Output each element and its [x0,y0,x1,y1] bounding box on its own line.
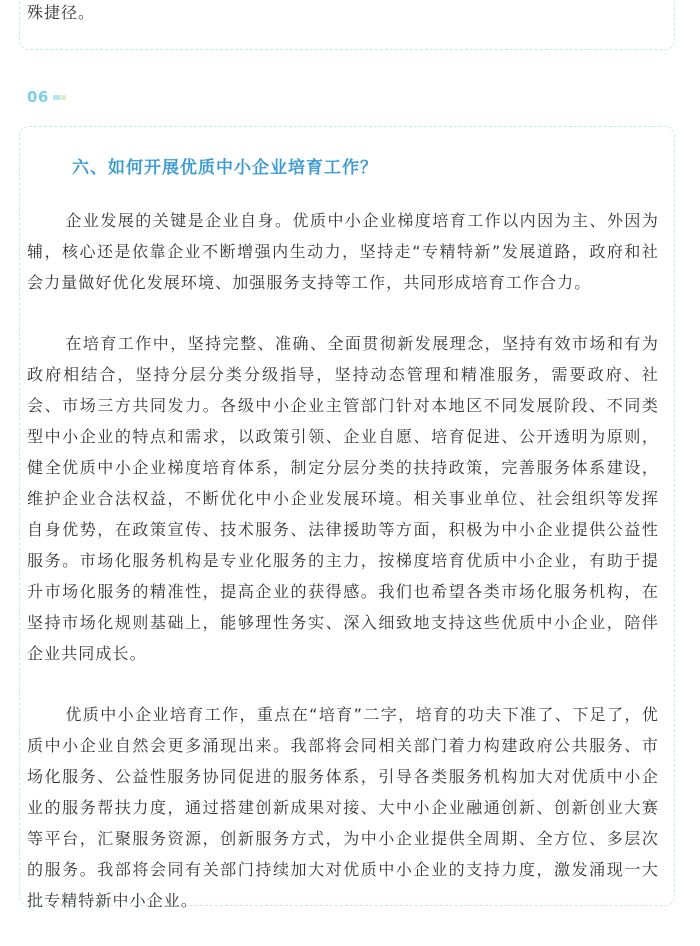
article-body [27,205,659,946]
article-paragraph-2: 在培育工作中，坚持完整、准确、全面贯彻新发展理念，坚持有效市场和有为政府相结合，坚持分层分类分级指导，坚持动态管理和精准服务，需要政府、社会、市场三方共同发力。各级中小企业主管部门针对本地区不同发展阶段、不同类型中小企业的特点和需求，以政策引领、企业自愿、培育促进、公开透明为原则，健全优质中小企业梯度培育体系，制定分层分类的扶持政策，完善服务体系建设，维护企业合法权益，不断优化中小企业发展环境。相关事业单位、社会组织等发挥自身优势，在政策宣传、技术服务、法律援助等方面，积极为中小企业提供公益性服务。市场化服务机构是专业化服务的主力，按梯度培育优质中小企业，有助于提升市场化服务的精准性，提高企业的获得感。我们也希望各类市场化服务机构，在坚持市场化规则基础上，能够理性务实、深入细致地支持这些优质中小企业，陪伴企业共同成长。 [27,334,659,663]
article-heading: 六、如何开展优质中小企业培育工作？ [72,158,378,178]
section-marker-decoration-icon [53,95,66,100]
article-paragraph-1: 企业发展的关键是企业自身。优质中小企业梯度培育工作以内因为主、外因为辅，核心还是依靠企业不断增强内生动力，坚持走“专精特新”发展道路，政府和社会力量做好优化发展环境、加强服务支持等工作，共同形成培育工作合力。 [27,211,659,292]
section-number: 06 [27,88,49,106]
section-marker [27,88,66,106]
previous-section-tail-text: 殊捷径。 [27,3,96,22]
article-paragraph-3: 优质中小企业培育工作，重点在“培育”二字，培育的功夫下准了、下足了，优质中小企业自然会更多涌现出来。我部将会同相关部门着力构建政府公共服务、市场化服务、公益性服务协同促进的服务体系，引导各类服务机构加大对优质中小企业的服务帮扶力度，通过搭建创新成果对接、大中小企业融通创新、创新创业大赛等平台，汇聚服务资源，创新服务方式，为中小企业提供全周期、全方位、多层次的服务。我部将会同有关部门持续加大对优质中小企业的支持力度，激发涌现一大批专精特新中小企业。 [27,705,659,910]
article-card [19,126,675,910]
previous-section-card [19,0,675,50]
